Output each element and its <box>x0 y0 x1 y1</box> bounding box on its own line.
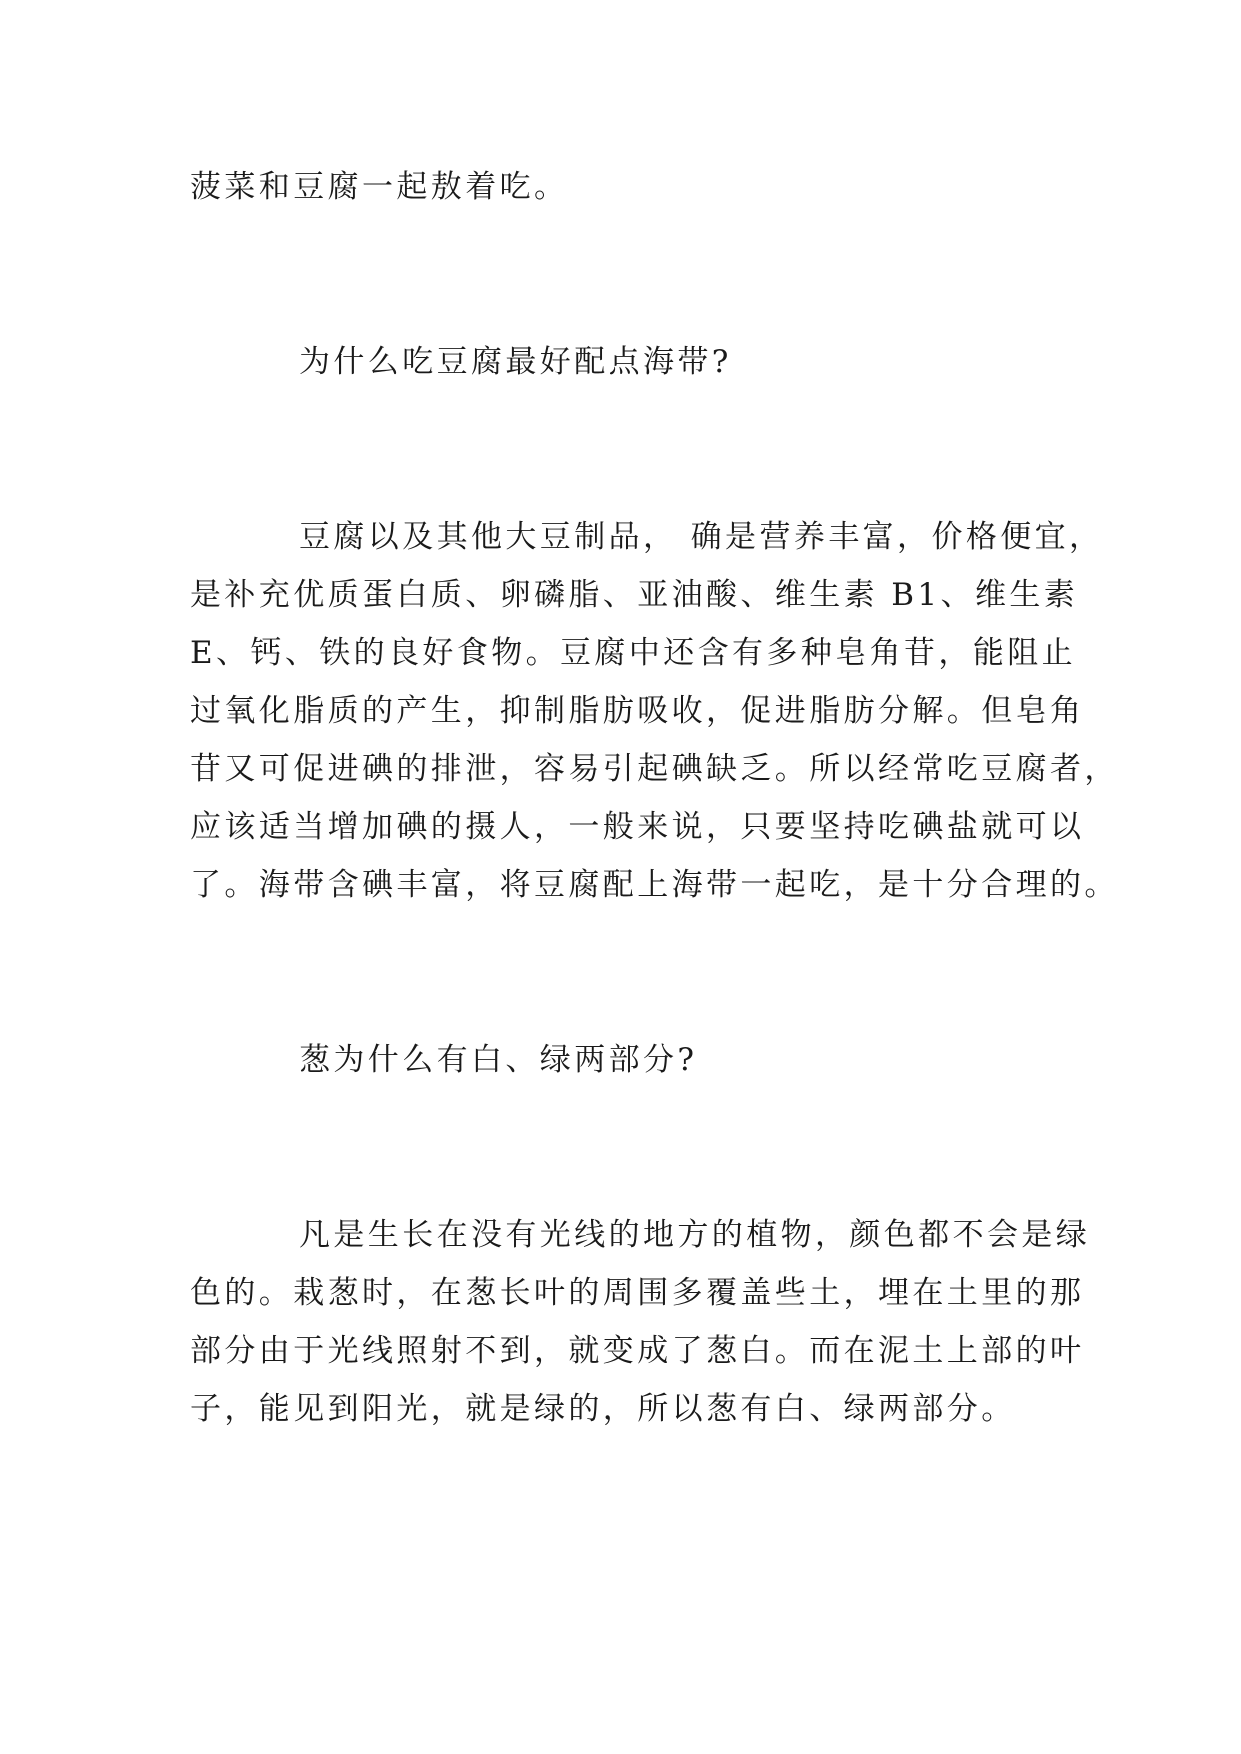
paragraph-line: 色的。栽葱时，在葱长叶的周围多覆盖些土，埋在土里的那 <box>190 1275 1085 1311</box>
paragraph-line: 苷又可促进碘的排泄，容易引起碘缺乏。所以经常吃豆腐者， <box>190 751 1119 787</box>
paragraph-line: E、钙、铁的良好食物。豆腐中还含有多种皂角苷，能阻止 <box>190 635 1077 671</box>
paragraph-line: 部分由于光线照射不到，就变成了葱白。而在泥土上部的叶 <box>190 1333 1085 1369</box>
paragraph-line: 子，能见到阳光，就是绿的，所以葱有白、绿两部分。 <box>190 1391 1016 1427</box>
section-heading-tofu-kelp: 为什么吃豆腐最好配点海带? <box>299 344 732 380</box>
paragraph-line: 是补充优质蛋白质、卵磷脂、亚油酸、维生素 B1、维生素 <box>190 577 1079 613</box>
paragraph-line: 凡是生长在没有光线的地方的植物，颜色都不会是绿 <box>299 1217 1091 1253</box>
intro-paragraph-line: 菠菜和豆腐一起敖着吃。 <box>190 169 569 205</box>
paragraph-line: 应该适当增加碘的摄人，一般来说，只要坚持吃碘盐就可以 <box>190 809 1085 845</box>
section-heading-scallion: 葱为什么有白、绿两部分? <box>299 1042 698 1078</box>
paragraph-line: 了。海带含碘丰富，将豆腐配上海带一起吃，是十分合理的。 <box>190 867 1119 903</box>
paragraph-line: 豆腐以及其他大豆制品， 确是营养丰富，价格便宜， <box>299 519 1104 555</box>
paragraph-line: 过氧化脂质的产生，抑制脂肪吸收，促进脂肪分解。但皂角 <box>190 693 1085 729</box>
